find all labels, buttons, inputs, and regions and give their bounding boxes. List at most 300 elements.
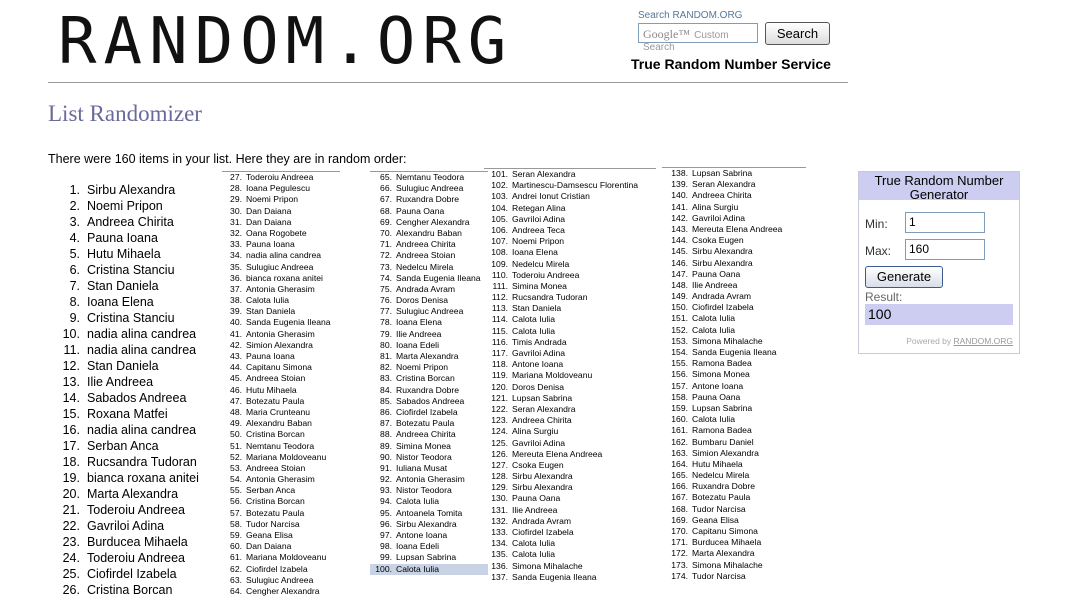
list-item-name: Ruxandra Dobre (396, 384, 460, 395)
list-item-number: 60. (230, 541, 242, 552)
list-item-number: 85. (380, 395, 392, 406)
list-item (58, 246, 199, 262)
list-item (662, 358, 806, 369)
list-item (222, 284, 340, 295)
list-item-number: 120. (491, 381, 508, 392)
list-item-number: 107. (491, 236, 508, 247)
list-item-name: Andreea Teca (512, 224, 565, 235)
list-item (662, 448, 806, 459)
list-item (484, 191, 656, 202)
powered-by (906, 336, 1013, 346)
list-item-name: Bumbaru Daniel (692, 436, 754, 447)
list-item-number: 161. (671, 425, 688, 436)
list-item (58, 326, 199, 342)
list-item (662, 492, 806, 503)
list-item-number: 53. (230, 462, 242, 473)
list-item (222, 295, 340, 306)
list-item-number: 69. (380, 216, 392, 227)
list-item-name: Burducea Mihaela (692, 537, 762, 548)
list-item-name: Mereuta Elena Andreea (692, 223, 783, 234)
list-item-number: 105. (491, 213, 508, 224)
list-item-name: Botezatu Paula (246, 507, 305, 518)
list-item-number: 110. (491, 269, 508, 280)
list-item (58, 438, 199, 454)
list-item (484, 214, 656, 225)
list-item-number: 64. (230, 585, 242, 596)
list-item-name: Simona Mihalache (512, 560, 583, 571)
list-item-number: 67. (380, 194, 392, 205)
list-item (370, 407, 488, 418)
list-item-name: Ciofirdel Izabela (512, 527, 574, 537)
google-logo: Google™ (643, 27, 691, 41)
list-item-number: 167. (671, 492, 688, 503)
list-item-number: 162. (671, 436, 688, 447)
list-item-number: 118. (491, 359, 508, 370)
list-item-name: Noemi Pripon (246, 194, 299, 205)
list-item-name: Simion Alexandra (692, 447, 759, 458)
list-item-name: Cristina Borcan (246, 429, 305, 440)
list-item-number: 81. (380, 351, 392, 361)
list-item (58, 310, 199, 326)
list-item-number: 61. (230, 552, 242, 563)
list-item-number: 42. (230, 339, 242, 350)
list-item (370, 194, 488, 205)
list-item-name: Noemi Pripon (396, 362, 449, 373)
list-item (58, 502, 199, 518)
list-item (222, 541, 340, 552)
list-item-name: Calota Iulia (512, 538, 555, 549)
list-item (370, 183, 488, 194)
list-item-name: Sulugiuc Andreea (246, 574, 314, 585)
list-item-name: Toderoiu Andreea (246, 172, 314, 182)
list-item (370, 463, 488, 474)
list-item-name: Ioana Elena (512, 247, 558, 258)
list-item-name: Simona Mihalache (692, 335, 763, 346)
list-item (484, 449, 656, 460)
list-item-number: 109. (491, 258, 508, 269)
list-item-name: Mereuta Elena Andreea (512, 448, 603, 459)
list-item-number: 101. (491, 169, 508, 179)
list-item-name: Ioana Edeli (396, 541, 440, 552)
list-item-number: 23. (62, 535, 80, 549)
list-item-name: Geana Elisa (246, 530, 293, 540)
list-item-number: 70. (380, 227, 392, 238)
list-item-number: 130. (491, 493, 508, 504)
list-item-number: 144. (671, 235, 688, 246)
list-item (222, 474, 340, 485)
list-item-name: Sirbu Alexandra (692, 246, 753, 257)
list-item-name: Pauna Oana (512, 493, 561, 504)
list-item-number: 135. (491, 549, 508, 560)
powered-by-label: Powered by (906, 336, 954, 346)
list-item-name: Timis Andrada (512, 336, 567, 347)
list-item-name: Mariana Moldoveanu (246, 451, 327, 462)
list-item (484, 292, 656, 303)
list-item-number: 89. (380, 440, 392, 451)
list-item (370, 530, 488, 541)
list-item-name: Tudor Narcisa (692, 503, 746, 514)
list-item (484, 247, 656, 258)
list-item (662, 269, 806, 280)
list-item-name: Ramona Badea (692, 425, 752, 436)
list-item-number: 114. (491, 314, 508, 325)
list-item-number: 7. (69, 279, 80, 293)
list-item-number: 83. (380, 373, 392, 384)
list-item-number: 47. (230, 395, 242, 406)
list-item (370, 262, 488, 273)
list-item-name: Toderoiu Andreea (87, 503, 185, 517)
list-item-name: Gavriloi Adina (87, 519, 165, 533)
list-item-number: 97. (380, 530, 392, 540)
list-item (370, 172, 488, 183)
list-item-number: 94. (380, 496, 392, 507)
list-item (58, 518, 199, 534)
list-item-name: Rucsandra Tudoran (512, 292, 588, 303)
result-value: 100 (865, 304, 1013, 325)
list-item-name: Alina Surgiu (692, 201, 739, 212)
list-item-name: Andreea Chirita (87, 215, 174, 229)
list-item-number: 102. (491, 180, 508, 191)
min-label: Min: (865, 217, 888, 231)
list-item-name: Gavriloi Adina (692, 212, 746, 223)
search-input[interactable] (638, 23, 758, 53)
list-item-name: Calota Iulia (692, 313, 735, 324)
list-item-number: 160. (671, 414, 688, 425)
list-item-name: Calota Iulia (512, 314, 555, 325)
list-item (370, 474, 488, 485)
list-item-name: Sanda Eugenia Ileana (512, 571, 597, 582)
list-item-number: 30. (230, 205, 242, 216)
list-item-name: Calota Iulia (512, 325, 555, 336)
list-item-name: Gavriloi Adina (512, 348, 566, 358)
list-item (662, 168, 806, 179)
list-item-number: 163. (671, 447, 688, 458)
list-item (370, 284, 488, 295)
list-item (222, 262, 340, 273)
list-item (222, 564, 340, 575)
list-item-number: 26. (62, 583, 80, 597)
list-item (370, 228, 488, 239)
list-item-number: 62. (230, 563, 242, 574)
list-item-number: 165. (671, 470, 688, 481)
list-item-name: Seran Alexandra (692, 179, 756, 190)
list-item-name: Sulugiuc Andreea (246, 261, 314, 272)
list-item-name: Simina Monea (396, 440, 451, 451)
list-item-number: 169. (671, 514, 688, 525)
list-item (484, 270, 656, 281)
list-item-name: Noemi Pripon (512, 236, 565, 247)
list-item (370, 250, 488, 261)
list-item (484, 426, 656, 437)
list-item-number: 75. (380, 283, 392, 294)
list-item (484, 281, 656, 292)
list-item-name: Lupsan Sabrina (512, 392, 573, 403)
list-item-number: 66. (380, 183, 392, 194)
list-item (484, 505, 656, 516)
randomized-list-column-2 (222, 171, 340, 597)
list-item (662, 202, 806, 213)
list-item-number: 104. (491, 202, 508, 213)
list-item-number: 50. (230, 429, 242, 440)
min-input[interactable]: 1 (905, 212, 985, 233)
list-item-number: 35. (230, 261, 242, 272)
list-item-number: 127. (491, 459, 508, 470)
generate-button[interactable]: Generate (865, 266, 943, 288)
list-item (370, 351, 488, 362)
list-item-number: 115. (491, 325, 508, 336)
list-item-number: 80. (380, 339, 392, 350)
list-item-number: 48. (230, 406, 242, 417)
list-item-name: Cristina Borcan (396, 373, 455, 384)
list-item-number: 152. (671, 324, 688, 335)
list-item-number: 15. (62, 407, 80, 421)
list-item (484, 527, 656, 538)
intro-text: There were 160 items in your list. Here they are in random order: (48, 152, 407, 166)
list-item-name: nadia alina candrea (87, 327, 197, 341)
list-item-name: Botezatu Paula (692, 492, 751, 503)
list-item-number: 10. (62, 327, 80, 341)
list-item-number: 16. (62, 423, 80, 437)
list-item-name: Simona Monea (692, 369, 750, 380)
list-item-name: Geana Elisa (692, 514, 739, 525)
list-item-number: 92. (380, 474, 392, 485)
list-item-name: Ruxandra Dobre (396, 194, 460, 205)
list-item-name: Andreea Stoian (396, 250, 456, 261)
list-item-number: 99. (380, 552, 392, 563)
random-org-logo[interactable]: RANDOM.ORG (58, 5, 514, 79)
list-item (58, 390, 199, 406)
list-item (370, 373, 488, 384)
list-item-name: Csoka Eugen (512, 459, 564, 470)
powered-by-link[interactable]: RANDOM.ORG (953, 336, 1013, 346)
list-item (222, 239, 340, 250)
list-item (58, 486, 199, 502)
list-item (662, 280, 806, 291)
list-item-name: Sulugiuc Andreea (396, 183, 464, 194)
list-item (662, 526, 806, 537)
list-item-name: Sirbu Alexandra (396, 518, 457, 529)
list-item (222, 329, 340, 340)
list-item (484, 337, 656, 348)
list-item-name: Calota Iulia (396, 563, 439, 574)
list-item-name: Sirbu Alexandra (692, 257, 753, 268)
list-item (222, 228, 340, 239)
list-item (370, 418, 488, 429)
list-item-name: Andreea Chirita (512, 415, 572, 426)
list-item (370, 429, 488, 440)
list-item-number: 119. (491, 370, 508, 381)
list-item (370, 273, 488, 284)
list-item-number: 132. (491, 515, 508, 526)
list-item (662, 537, 806, 548)
max-input[interactable]: 160 (905, 239, 985, 260)
list-item-number: 126. (491, 448, 508, 459)
list-item-number: 141. (671, 201, 688, 212)
list-item-name: Pauna Oana (692, 268, 741, 279)
list-item-name: Dan Daiana (246, 205, 292, 216)
list-item-number: 88. (380, 429, 392, 440)
list-item-name: Alina Surgiu (512, 426, 559, 437)
list-item (222, 317, 340, 328)
list-item (222, 418, 340, 429)
list-item (370, 306, 488, 317)
list-item-number: 146. (671, 257, 688, 268)
list-item-name: Calota Iulia (396, 496, 439, 507)
list-item-number: 96. (380, 518, 392, 529)
list-item (58, 262, 199, 278)
list-item-number: 95. (380, 507, 392, 518)
list-item (484, 326, 656, 337)
list-item-name: Calota Iulia (512, 549, 555, 560)
list-item (58, 566, 199, 582)
list-item-number: 46. (230, 384, 242, 395)
list-item (484, 303, 656, 314)
list-item-number: 86. (380, 406, 392, 417)
list-item-name: Stan Daniela (246, 306, 296, 317)
list-item-number: 4. (69, 231, 80, 245)
list-item (222, 340, 340, 351)
list-item (222, 407, 340, 418)
list-item (662, 515, 806, 526)
list-item-number: 14. (62, 391, 80, 405)
list-item-name: Simona Mihalache (692, 559, 763, 570)
list-item (370, 519, 488, 530)
search-button[interactable]: Search (765, 22, 830, 45)
list-item (484, 538, 656, 549)
list-item-name: Burducea Mihaela (87, 535, 188, 549)
list-item-number: 18. (62, 455, 80, 469)
list-item (662, 246, 806, 257)
list-item (222, 519, 340, 530)
list-item (370, 239, 488, 250)
list-item-name: Lupsan Sabrina (692, 168, 753, 178)
list-item-number: 166. (671, 481, 688, 492)
list-item-name: Sirbu Alexandra (87, 183, 176, 197)
list-item (222, 575, 340, 586)
list-item-number: 174. (671, 570, 688, 581)
list-item (662, 347, 806, 358)
list-item (662, 437, 806, 448)
site-tagline: True Random Number Service (631, 56, 831, 72)
random-number-generator-widget (858, 171, 1020, 354)
list-item (58, 582, 199, 598)
list-item-number: 173. (671, 559, 688, 570)
list-item-number: 37. (230, 283, 242, 294)
list-item-number: 2. (69, 199, 80, 213)
list-item-number: 171. (671, 537, 688, 548)
list-item-name: Sanda Eugenia Ileana (246, 317, 331, 328)
list-item (662, 481, 806, 492)
list-item-number: 39. (230, 306, 242, 317)
list-item (58, 230, 199, 246)
list-item (662, 258, 806, 269)
list-item-number: 131. (491, 504, 508, 515)
list-item (484, 203, 656, 214)
list-item-name: Lupsan Sabrina (692, 402, 753, 413)
randomized-list-column-5 (662, 167, 806, 582)
list-item (58, 406, 199, 422)
list-item-name: Alexandru Baban (396, 227, 462, 238)
list-item-number: 11. (63, 343, 80, 357)
list-item (484, 471, 656, 482)
list-item-name: Nemtanu Teodora (396, 172, 465, 182)
list-item-name: Capitanu Simona (246, 362, 312, 373)
list-item-name: Antoanela Tomita (396, 507, 463, 518)
list-item-name: Sulugiuc Andreea (396, 306, 464, 317)
list-item (484, 493, 656, 504)
list-item-name: Pauna Ioana (246, 239, 295, 250)
list-item (222, 508, 340, 519)
list-item (484, 359, 656, 370)
list-item-name: Pauna Ioana (87, 231, 158, 245)
list-item-number: 150. (671, 302, 688, 313)
list-item-name: Andrada Avram (512, 515, 572, 526)
list-item (58, 534, 199, 550)
list-item-name: Gavriloi Adina (512, 437, 566, 448)
list-item-number: 98. (380, 541, 392, 552)
list-item-number: 155. (671, 358, 688, 369)
list-item-name: nadia alina candrea (246, 250, 322, 261)
list-item-number: 154. (671, 347, 688, 357)
list-item-name: Csoka Eugen (692, 235, 744, 246)
list-item-name: Antonia Gherasim (396, 474, 465, 485)
list-item-name: Doros Denisa (512, 381, 565, 392)
list-item-number: 117. (491, 348, 508, 358)
list-item (662, 548, 806, 559)
widget-title: True Random Number Generator (859, 172, 1019, 200)
list-item-number: 113. (491, 303, 508, 314)
list-item (662, 336, 806, 347)
list-item-number: 124. (491, 426, 508, 437)
list-item-number: 40. (230, 317, 242, 328)
list-item-name: Ciofirdel Izabela (87, 567, 177, 581)
list-item (222, 396, 340, 407)
list-item (58, 454, 199, 470)
list-item-number: 22. (62, 519, 80, 533)
list-item-number: 29. (230, 194, 242, 205)
list-item (370, 441, 488, 452)
list-item (662, 392, 806, 403)
list-item-number: 137. (491, 571, 508, 582)
list-item-number: 57. (230, 507, 242, 518)
list-item-number: 36. (230, 272, 242, 283)
list-item-number: 25. (62, 567, 80, 581)
list-item-name: Ioana Elena (396, 317, 442, 328)
list-item-name: Nistor Teodora (396, 485, 452, 496)
list-item (222, 429, 340, 440)
list-item-name: Capitanu Simona (692, 526, 758, 536)
list-item-number: 74. (380, 272, 392, 283)
list-item-name: Cristina Borcan (87, 583, 173, 597)
list-item-name: Ilie Andreea (692, 279, 738, 290)
list-item (222, 273, 340, 284)
list-item-number: 90. (380, 451, 392, 462)
list-item (222, 496, 340, 507)
list-item-name: Noemi Pripon (87, 199, 163, 213)
list-item (662, 235, 806, 246)
list-item-name: Calota Iulia (692, 414, 735, 425)
list-item (222, 552, 340, 563)
list-item (484, 393, 656, 404)
list-item-number: 78. (380, 317, 392, 328)
list-item-name: Mariana Moldoveanu (246, 552, 327, 563)
list-item-name: Calota Iulia (246, 295, 289, 306)
list-item-number: 172. (671, 548, 688, 559)
list-item (222, 172, 340, 183)
list-item (484, 549, 656, 560)
list-item-name: Ioana Elena (87, 295, 154, 309)
list-item-number: 41. (230, 328, 242, 339)
